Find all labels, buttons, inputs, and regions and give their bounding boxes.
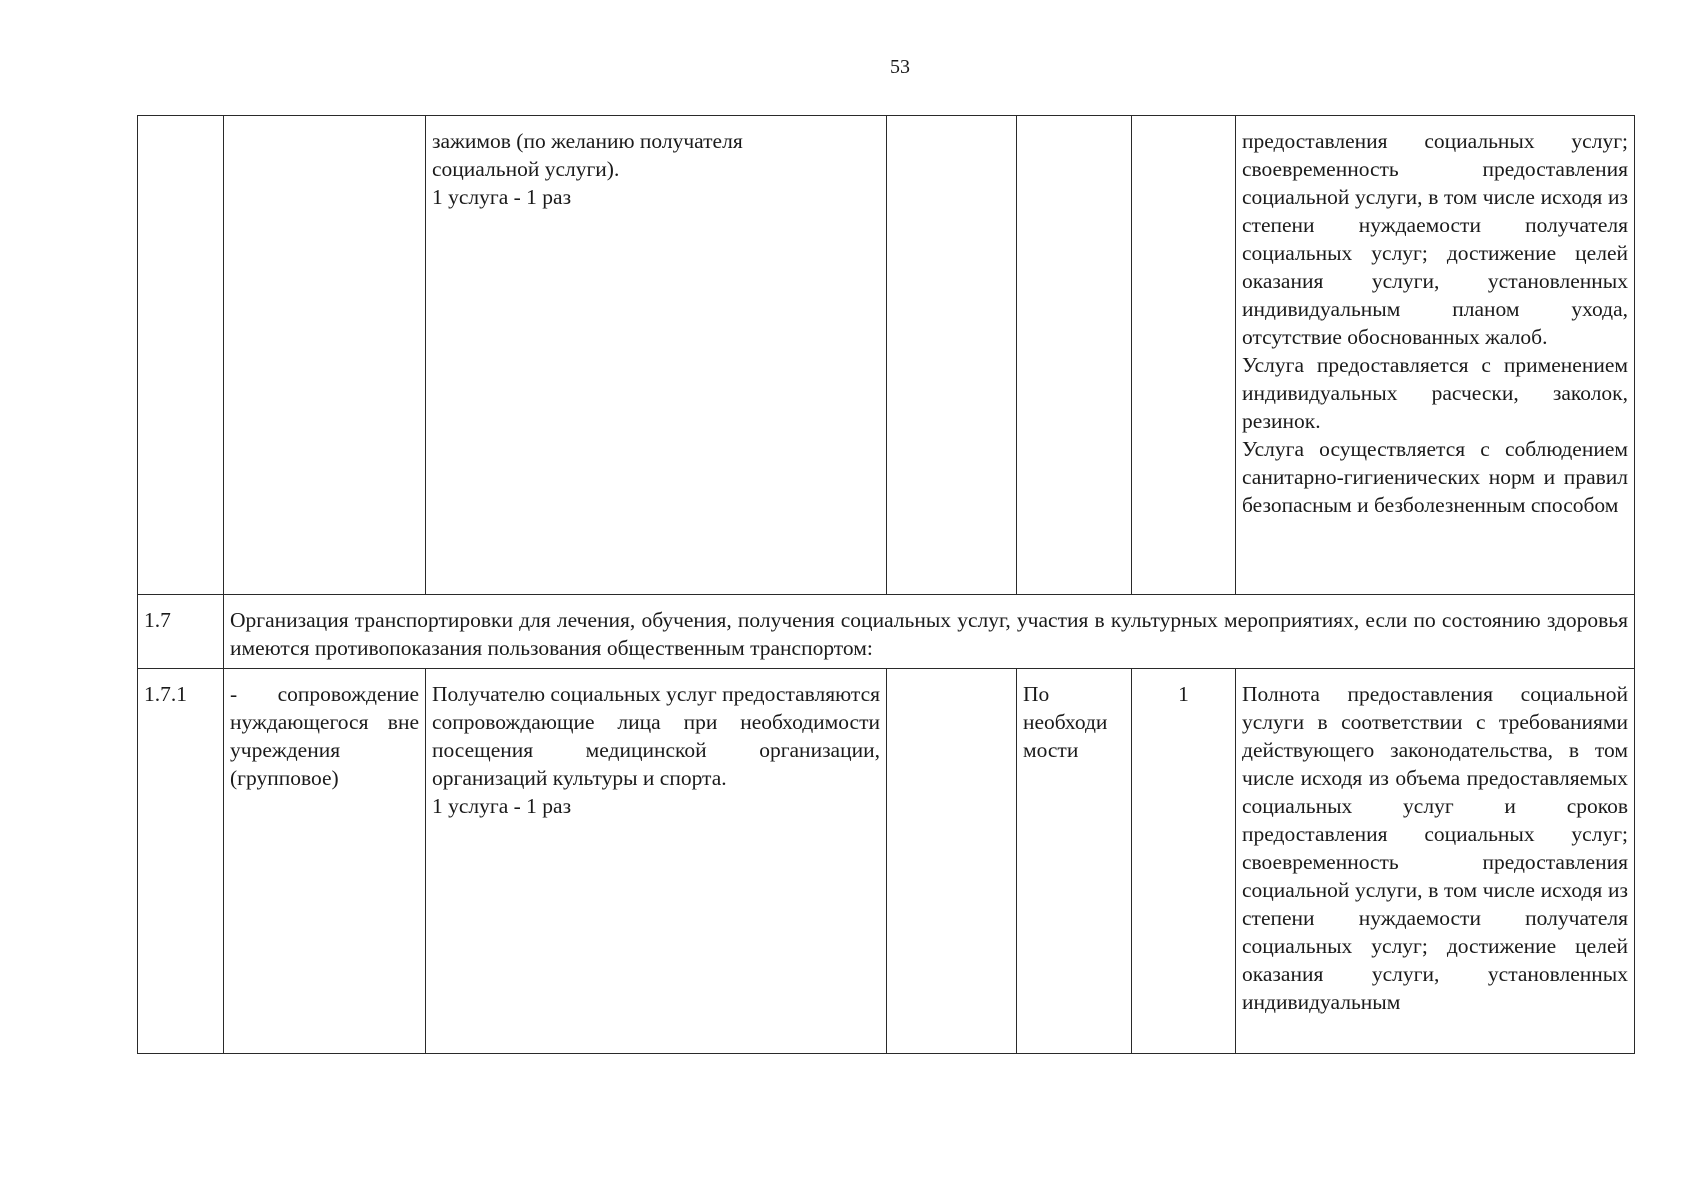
cell-period	[1017, 116, 1132, 595]
section-number: 1.7	[138, 595, 224, 669]
item-name: - сопровождение нуждающегося вне учреждения (групповое)	[224, 669, 426, 1054]
cell-volume	[1132, 116, 1236, 595]
cell-name	[224, 116, 426, 595]
table-row-continuation	[138, 116, 1635, 595]
item-empty	[887, 669, 1017, 1054]
page-number: 53	[890, 56, 910, 78]
cell-quality	[1236, 116, 1635, 595]
cell-description	[426, 116, 887, 595]
item-number: 1.7.1	[138, 669, 224, 1054]
description-text: зажимов (по желанию получателя социальной услуги). 1 услуга - 1 раз	[432, 129, 743, 209]
section-title: Организация транспортировки для лечения, обучения, получения социальных услуг, участия в культурных мероприятиях, если по состоянию здоровья имеются противопоказания пользования общественным транспортом:	[224, 595, 1635, 669]
item-quality: Полнота предоставления социальной услуги в соответствии с требованиями действующего законодательства, в том числе исходя из объема предоставляемых социальных услуг и сроков предоставления социальных услуг; своевременность предоставления социальной услуги, в том числе исходя из степени нуждаемости получателя социальных услуг; достижение целей оказания услуги, установленных индивидуальным	[1236, 669, 1635, 1054]
item-description-text: Получателю социальных услуг предоставляются сопровождающие лица при необходимости посещения медицинской организации, организаций культуры и спорта. 1 услуга - 1 раз	[432, 682, 880, 818]
quality-text: предоставления социальных услуг; своевременность предоставления социальной услуги, в том числе исходя из степени нуждаемости получателя социальных услуг; достижение целей оказания услуги, установленных индивидуальным планом ухода, отсутствие обоснованных жалоб. Услуга предоставляется с применением индивидуальных расчески, заколок, резинок. Услуга осуществляется с соблюдением санитарно-гигиенических норм и правил безопасным и безболезненным способом	[1242, 129, 1628, 517]
item-description	[426, 669, 887, 1054]
table-row-section	[138, 595, 1635, 669]
cell-empty	[887, 116, 1017, 595]
cell-number	[138, 116, 224, 595]
services-table	[137, 115, 1635, 1054]
item-period: По необходи мости	[1017, 669, 1132, 1054]
table-row-item	[138, 669, 1635, 1054]
item-volume: 1	[1132, 669, 1236, 1054]
